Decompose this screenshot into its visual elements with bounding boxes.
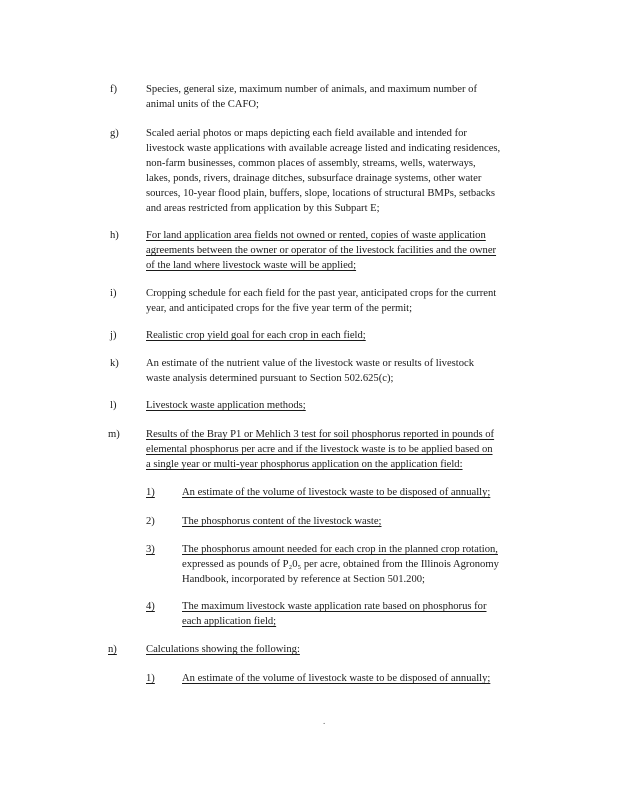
item-g-line-4: lakes, ponds, rivers, drainage ditches, subsurface drainage systems, other water	[146, 173, 482, 184]
item-label-i: i)	[110, 288, 117, 299]
item-label-f: f)	[110, 84, 118, 95]
item-g-line-1: Scaled aerial photos or maps depicting each field available and intended for	[146, 128, 467, 139]
subitem-m-4-text	[182, 599, 487, 629]
subitem-label-n-1: 1)	[146, 673, 155, 684]
item-i-line-1: Cropping schedule for each field for the past year, anticipated crops for the current	[146, 288, 497, 299]
subitem-label-m-1: 1)	[146, 487, 155, 498]
item-m-line-3: a single year or multi-year phosphorus application on the application field:	[146, 459, 463, 470]
subitem-m-1-text	[182, 485, 490, 500]
subitem-m-2-line-1: The phosphorus content of the livestock waste;	[182, 516, 382, 527]
item-g-text	[146, 126, 500, 216]
item-l-text	[146, 398, 306, 413]
item-label-g: g)	[110, 128, 119, 139]
subitem-n-1-line-1: An estimate of the volume of livestock waste to be disposed of annually;	[182, 673, 491, 684]
subitem-m-1-line-1: An estimate of the volume of livestock waste to be disposed of annually;	[182, 487, 491, 498]
item-label-k: k)	[110, 358, 119, 369]
subitem-m-4-line-1: The maximum livestock waste application rate based on phosphorus for	[182, 601, 487, 612]
subitem-m-3-text	[182, 542, 499, 587]
item-m-line-2: elemental phosphorus per acre and if the livestock waste is to be applied based on	[146, 444, 493, 455]
item-l-line-1: Livestock waste application methods;	[146, 400, 306, 411]
item-m-line-1: Results of the Bray P1 or Mehlich 3 test for soil phosphorus reported in pounds of	[146, 429, 495, 440]
item-label-m: m)	[108, 429, 120, 440]
item-g-line-2: livestock waste applications with available acreage listed and indicating residences,	[146, 143, 501, 154]
subitem-m-2-text	[182, 514, 381, 529]
subitem-label-m-2: 2)	[146, 516, 155, 527]
subitem-m-3-line-1: The phosphorus amount needed for each crop in the planned crop rotation,	[182, 544, 498, 555]
item-h-line-2: agreements between the owner or operator of the livestock facilities and the owner	[146, 245, 497, 256]
item-n-line-1: Calculations showing the following:	[146, 644, 300, 655]
page-mark: .	[323, 716, 326, 726]
subitem-label-m-4: 4)	[146, 601, 155, 612]
item-label-h: h)	[110, 230, 119, 241]
item-g-line-3: non-farm businesses, common places of assembly, streams, wells, waterways,	[146, 158, 476, 169]
item-f-line-2: animal units of the CAFO;	[146, 99, 259, 110]
item-k-line-2: waste analysis determined pursuant to Section 502.625(c);	[146, 373, 394, 384]
item-label-j: j)	[110, 330, 117, 341]
subitem-m-4-line-2: each application field;	[182, 616, 277, 627]
item-k-line-1: An estimate of the nutrient value of the livestock waste or results of livestock	[146, 358, 475, 369]
item-g-line-6: and areas restricted from application by this Subpart E;	[146, 203, 380, 214]
item-m-text	[146, 427, 494, 472]
item-f-text	[146, 82, 477, 112]
item-f-line-1: Species, general size, maximum number of animals, and maximum number of	[146, 84, 477, 95]
item-h-line-1: For land application area fields not owned or rented, copies of waste application	[146, 230, 486, 241]
item-label-l: l)	[110, 400, 117, 411]
item-h-text	[146, 228, 496, 273]
subitem-m-3-line-2: expressed as pounds of P₂0₅ per acre, obtained from the Illinois Agronomy	[182, 559, 499, 570]
item-j-text	[146, 328, 366, 343]
item-h-line-3: of the land where livestock waste will be applied;	[146, 260, 357, 271]
subitem-label-m-3: 3)	[146, 544, 155, 555]
subitem-m-3-line-3: Handbook, incorporated by reference at Section 501.200;	[182, 574, 425, 585]
item-label-n: n)	[108, 644, 117, 655]
item-g-line-5: sources, 10-year flood plain, buffers, slope, locations of structural BMPs, setbacks	[146, 188, 496, 199]
subitem-n-1-text	[182, 671, 490, 686]
item-k-text	[146, 356, 474, 386]
item-i-text	[146, 286, 496, 316]
item-i-line-2: year, and anticipated crops for the five year term of the permit;	[146, 303, 413, 314]
item-n-text	[146, 642, 300, 657]
item-j-line-1: Realistic crop yield goal for each crop in each field;	[146, 330, 366, 341]
